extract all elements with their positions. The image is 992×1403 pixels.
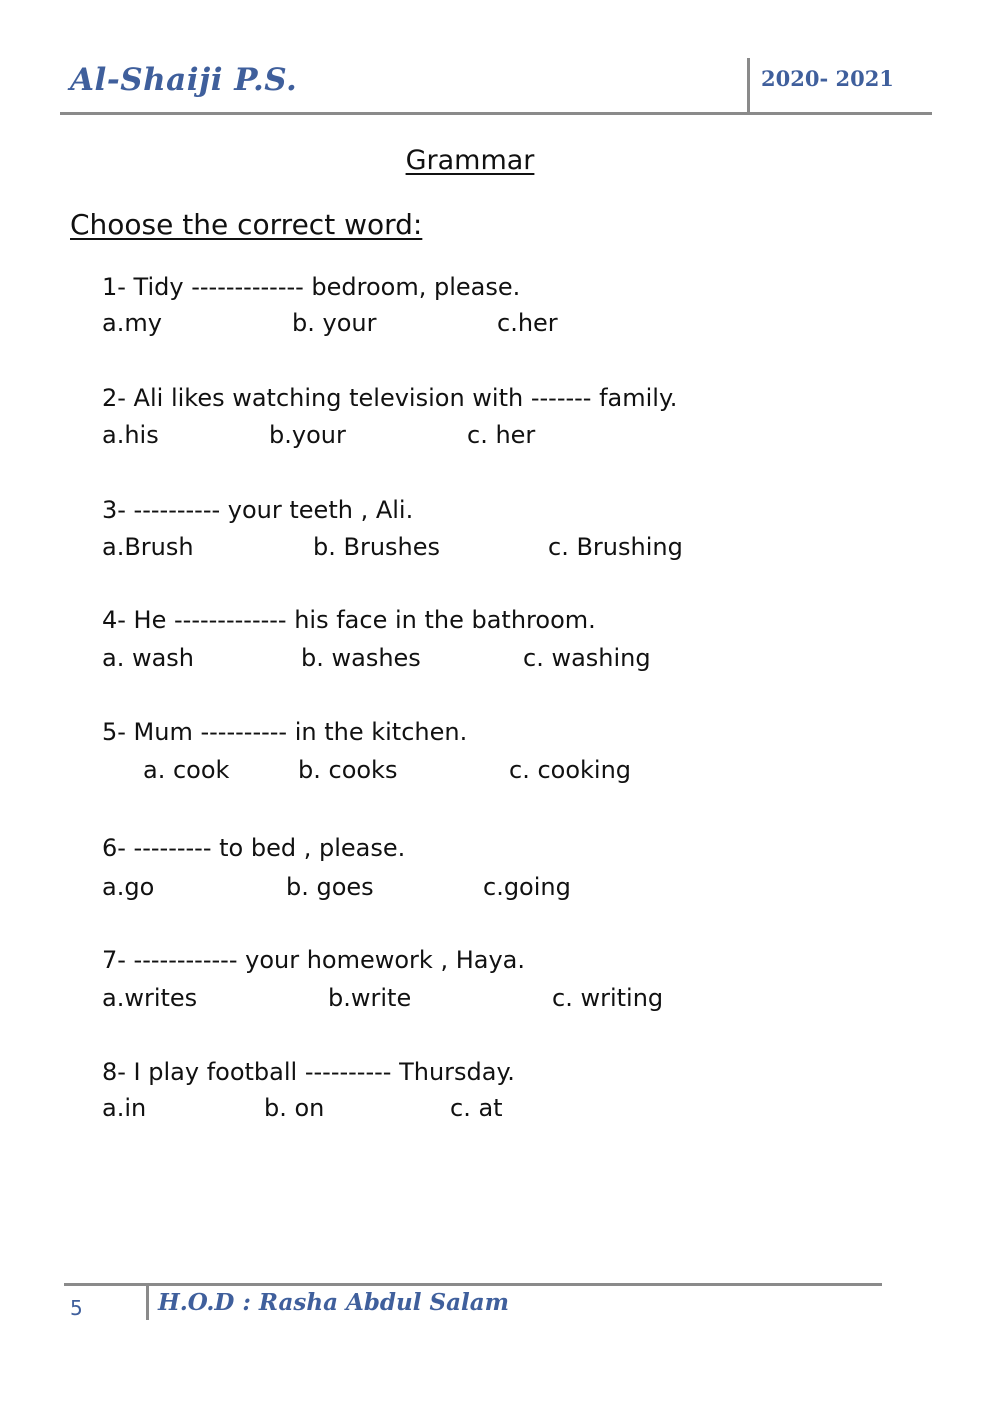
school-name: Al-Shaiji P.S. bbox=[70, 62, 298, 98]
school-year: 2020- 2021 bbox=[761, 66, 894, 91]
option-b: b.write bbox=[328, 984, 412, 1012]
option-c: c. writing bbox=[552, 984, 664, 1012]
option-a: a. cook bbox=[143, 756, 230, 784]
option-c: c. her bbox=[467, 421, 536, 449]
option-c: c.going bbox=[483, 873, 571, 901]
option-b: b. your bbox=[292, 309, 377, 337]
option-a: a. wash bbox=[102, 644, 195, 672]
page-number: 5 bbox=[70, 1296, 83, 1320]
question-text: 6- --------- to bed , please. bbox=[102, 834, 406, 862]
question-text: 3- ---------- your teeth , Ali. bbox=[102, 496, 414, 524]
footer-rule bbox=[64, 1283, 882, 1286]
page-title: Grammar bbox=[405, 145, 535, 176]
question-text: 4- He ------------- his face in the bathroom. bbox=[102, 606, 596, 634]
option-b: b. goes bbox=[286, 873, 374, 901]
question-text: 7- ------------ your homework , Haya. bbox=[102, 946, 525, 974]
option-a: a.Brush bbox=[102, 533, 194, 561]
option-b: b.your bbox=[269, 421, 346, 449]
question-text: 8- I play football ---------- Thursday. bbox=[102, 1058, 515, 1086]
hod-name: H.O.D : Rasha Abdul Salam bbox=[158, 1289, 509, 1316]
option-b: b. on bbox=[264, 1094, 325, 1122]
option-c: c. Brushing bbox=[548, 533, 683, 561]
option-b: b. Brushes bbox=[313, 533, 441, 561]
option-a: a.in bbox=[102, 1094, 147, 1122]
header-rule bbox=[60, 112, 932, 115]
option-a: a.his bbox=[102, 421, 159, 449]
instruction: Choose the correct word: bbox=[70, 208, 423, 241]
option-b: b. washes bbox=[301, 644, 421, 672]
option-c: c.her bbox=[497, 309, 558, 337]
option-b: b. cooks bbox=[298, 756, 398, 784]
option-a: a.my bbox=[102, 309, 162, 337]
year-separator bbox=[747, 58, 750, 114]
option-a: a.go bbox=[102, 873, 155, 901]
option-c: c. cooking bbox=[509, 756, 632, 784]
option-a: a.writes bbox=[102, 984, 198, 1012]
option-c: c. washing bbox=[523, 644, 651, 672]
question-text: 5- Mum ---------- in the kitchen. bbox=[102, 718, 468, 746]
option-c: c. at bbox=[450, 1094, 503, 1122]
question-text: 2- Ali likes watching television with ------- family. bbox=[102, 384, 678, 412]
footer-separator bbox=[146, 1286, 149, 1320]
question-text: 1- Tidy ------------- bedroom, please. bbox=[102, 273, 521, 301]
